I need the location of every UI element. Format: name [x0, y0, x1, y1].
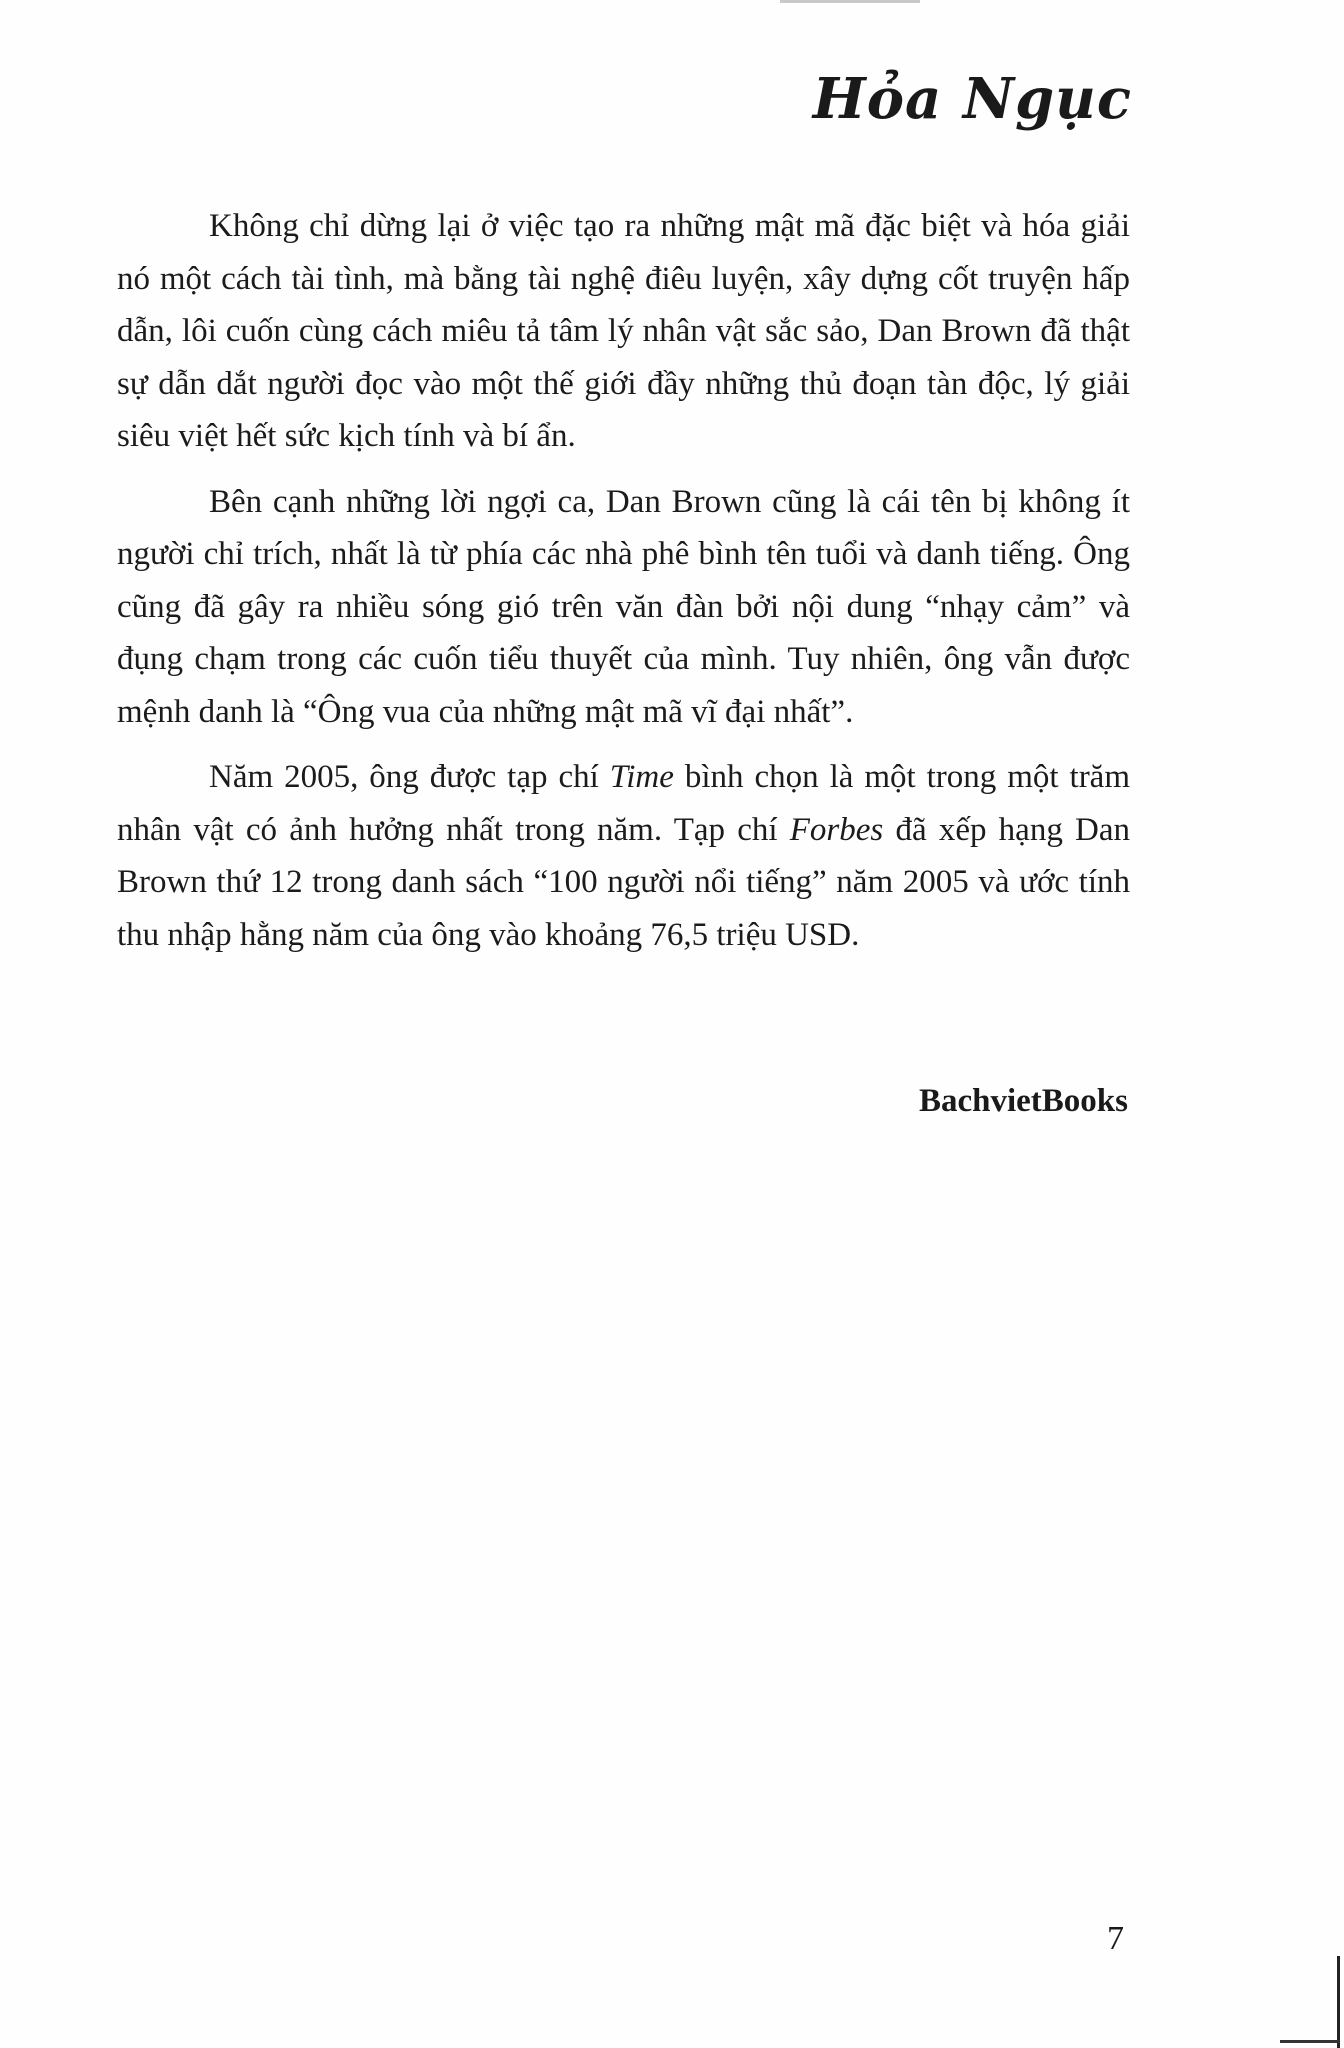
page-number: 7 [1107, 1920, 1124, 1957]
scan-edge-mark [780, 0, 920, 3]
running-title: Hỏa Ngục [812, 66, 1132, 132]
magazine-time: Time [609, 759, 674, 795]
page-edge-foot [1280, 2040, 1340, 2043]
paragraph-2: Bên cạnh những lời ngợi ca, Dan Brown cũng là cái tên bị không ít người chỉ trích, nhất là từ phía các nhà phê bình tên tuổi và danh tiếng. Ông cũng đã gây ra nhiều sóng gió trên văn đàn bởi nội dung “nhạy cảm” và đụng chạm trong các cuốn tiểu thuyết của mình. Tuy nhiên, ông vẫn được mệnh danh là “Ông vua của những mật mã vĩ đại nhất”. [117, 483, 1130, 730]
paragraph-3-part-2: bình chọn là một trong một trăm nhân vật có ảnh hưởng nhất trong năm. Tạp chí [117, 759, 1130, 848]
paragraph-3-part-3: đã xếp hạng Dan Brown thứ 12 trong danh sách “100 người nổi tiếng” năm 2005 và ước tính thu nhập hằng năm của ông vào khoảng 76,5 triệu USD. [117, 811, 1131, 953]
body-text [117, 200, 1130, 974]
page-edge-shadow [1337, 1956, 1340, 2048]
paragraph-3-part-1: Năm 2005, ông được tạp chí [209, 759, 610, 795]
paragraph-3 [117, 751, 1130, 961]
publisher-signature: BachvietBooks [918, 1083, 1128, 1119]
magazine-forbes: Forbes [789, 811, 884, 848]
paragraph-1: Không chỉ dừng lại ở việc tạo ra những mật mã đặc biệt và hóa giải nó một cách tài tình, mà bằng tài nghệ điêu luyện, xây dựng cốt truyện hấp dẫn, lôi cuốn cùng cách miêu tả tâm lý nhân vật sắc sảo, Dan Brown đã thật sự dẫn dắt người đọc vào một thế giới đầy những thủ đoạn tàn độc, lý giải siêu việt hết sức kịch tính và bí ẩn. [117, 208, 1130, 454]
